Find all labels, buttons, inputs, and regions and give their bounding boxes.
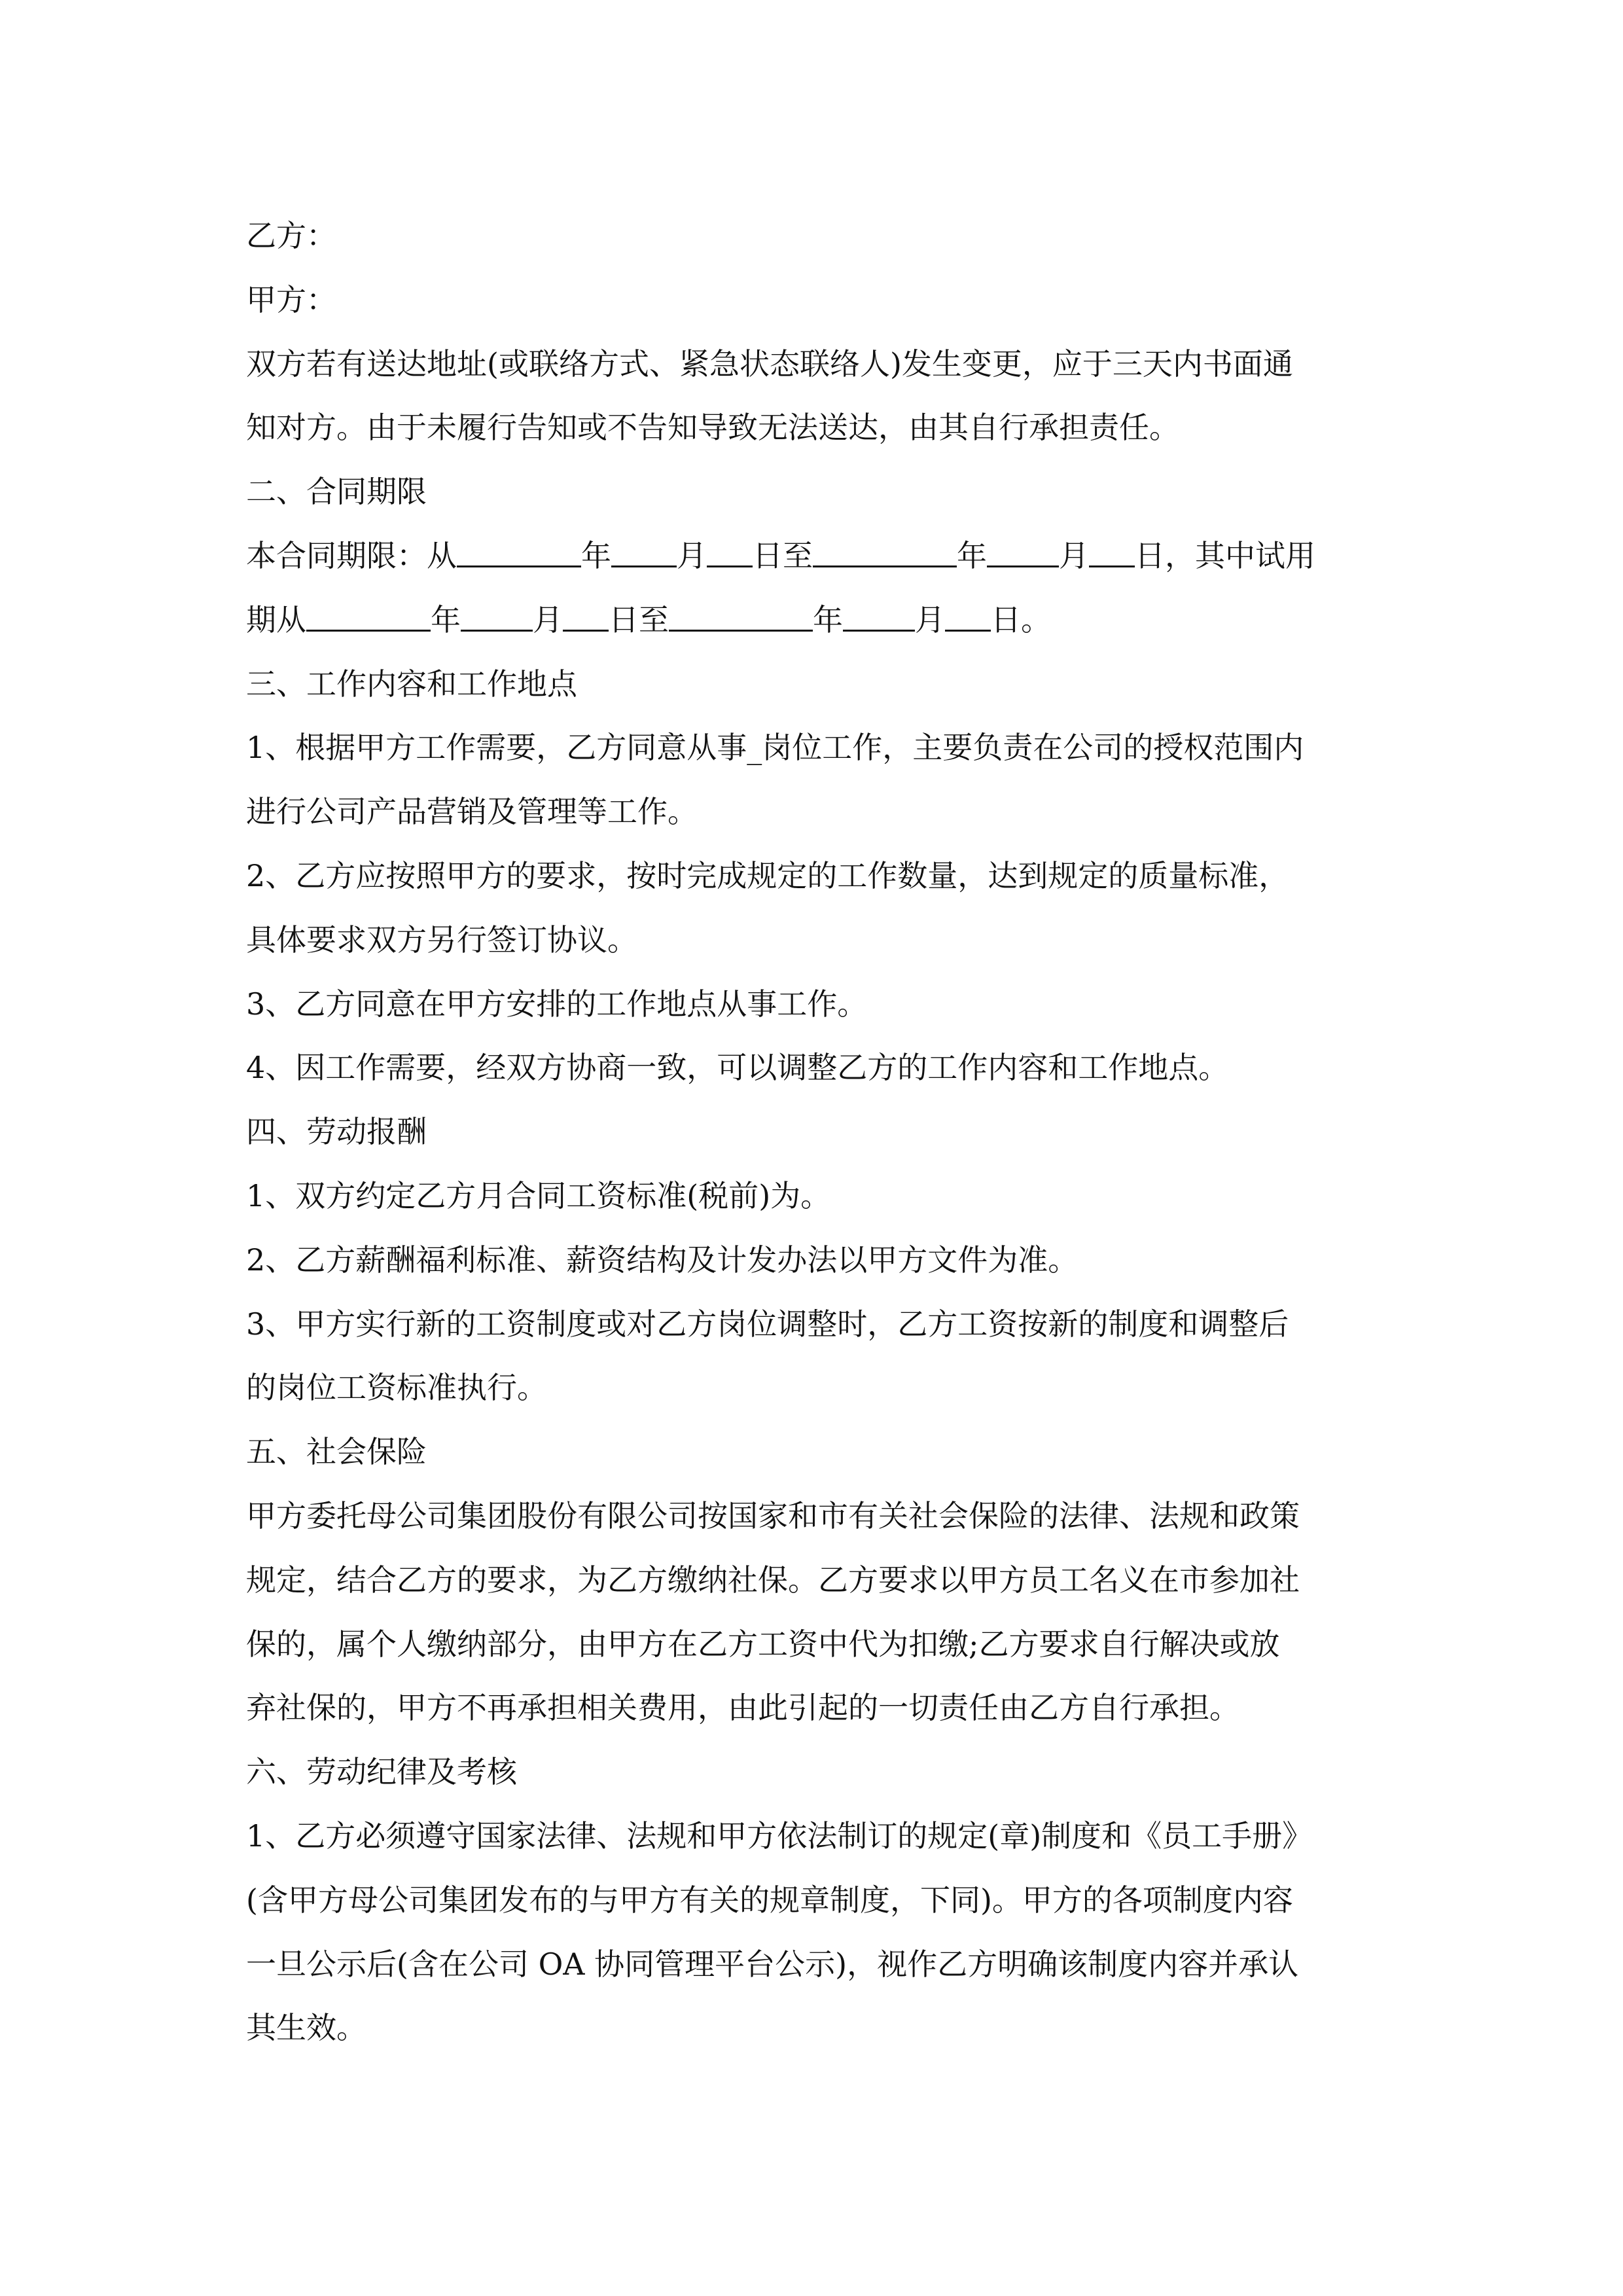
- blank-month: [987, 539, 1059, 567]
- section-heading-pay: 四、劳动报酬: [246, 1114, 427, 1150]
- day-trial-label: 日，其中试用: [1135, 537, 1315, 573]
- term-label: 本合同期限：从: [246, 537, 457, 573]
- day-to-label: 日至: [609, 601, 669, 637]
- work-item-line: 2、乙方应按照甲方的要求，按时完成规定的工作数量，达到规定的质量标准，: [246, 857, 1289, 893]
- insurance-paragraph-line: 甲方委托母公司集团股份有限公司按国家和市有关社会保险的法律、法规和政策: [246, 1498, 1300, 1534]
- work-item-line: 1、根据甲方工作需要，乙方同意从事_岗位工作，主要负责在公司的授权范围内: [246, 730, 1304, 766]
- work-item-line: 进行公司产品营销及管理等工作。: [246, 794, 698, 830]
- section-heading-insurance: 五、社会保险: [246, 1434, 427, 1470]
- day-to-label: 日至: [753, 537, 813, 573]
- month-label: 月: [1059, 537, 1089, 573]
- party-b-label: 乙方：: [246, 218, 336, 253]
- section-heading-term: 二、合同期限: [246, 474, 427, 510]
- discipline-item-line: 1、乙方必须遵守国家法律、法规和甲方依法制订的规定(章)制度和《员工手册》: [246, 1818, 1313, 1854]
- work-item-line: 具体要求双方另行签订协议。: [246, 922, 637, 958]
- pay-item-line: 的岗位工资标准执行。: [246, 1370, 547, 1406]
- contract-text: [246, 204, 1385, 2060]
- discipline-item-line: 一旦公示后(含在公司 OA 协同管理平台公示)，视作乙方明确该制度内容并承认: [246, 1946, 1299, 1982]
- month-label: 月: [677, 537, 707, 573]
- blank-day: [563, 603, 609, 632]
- party-a-label: 甲方：: [246, 281, 336, 317]
- blank-year: [306, 603, 431, 632]
- blank-month: [611, 539, 677, 567]
- year-label: 年: [431, 601, 461, 637]
- year-label: 年: [957, 537, 987, 573]
- month-label: 月: [533, 601, 563, 637]
- insurance-paragraph-line: 弃社保的，甲方不再承担相关费用，由此引起的一切责任由乙方自行承担。: [246, 1690, 1240, 1726]
- trial-label: 期从: [246, 601, 306, 637]
- month-label: 月: [915, 601, 945, 637]
- notice-paragraph-line: 双方若有送达地址(或联络方式、紧急状态联络人)发生变更，应于三天内书面通: [246, 346, 1293, 382]
- insurance-paragraph-line: 保的，属个人缴纳部分，由甲方在乙方工资中代为扣缴;乙方要求自行解决或放: [246, 1626, 1280, 1662]
- blank-year: [457, 539, 581, 567]
- notice-paragraph-line: 知对方。由于未履行告知或不告知导致无法送达，由其自行承担责任。: [246, 410, 1179, 446]
- section-heading-discipline: 六、劳动纪律及考核: [246, 1754, 517, 1790]
- blank-day: [1089, 539, 1135, 567]
- work-item-line: 3、乙方同意在甲方安排的工作地点从事工作。: [246, 986, 868, 1022]
- blank-day: [707, 539, 753, 567]
- work-item-line: 4、因工作需要，经双方协商一致，可以调整乙方的工作内容和工作地点。: [246, 1050, 1229, 1086]
- pay-item-line: 2、乙方薪酬福利标准、薪资结构及计发办法以甲方文件为准。: [246, 1242, 1079, 1278]
- year-label: 年: [813, 601, 843, 637]
- pay-item-line: 3、甲方实行新的工资制度或对乙方岗位调整时，乙方工资按新的制度和调整后: [246, 1306, 1289, 1342]
- discipline-item-line: 其生效。: [246, 2010, 366, 2046]
- blank-year: [669, 603, 813, 632]
- blank-month: [461, 603, 533, 632]
- trial-term-line: [246, 588, 1385, 653]
- blank-day: [945, 603, 991, 632]
- blank-month: [843, 603, 915, 632]
- section-heading-work: 三、工作内容和工作地点: [246, 666, 577, 702]
- day-end-label: 日。: [991, 601, 1051, 637]
- year-label: 年: [581, 537, 611, 573]
- insurance-paragraph-line: 规定，结合乙方的要求，为乙方缴纳社保。乙方要求以甲方员工名义在市参加社: [246, 1562, 1300, 1598]
- contract-term-line: [246, 524, 1385, 588]
- pay-item-line: 1、双方约定乙方月合同工资标准(税前)为。: [246, 1177, 831, 1213]
- blank-year: [813, 539, 957, 567]
- discipline-item-line: (含甲方母公司集团发布的与甲方有关的规章制度，下同)。甲方的各项制度内容: [246, 1882, 1293, 1918]
